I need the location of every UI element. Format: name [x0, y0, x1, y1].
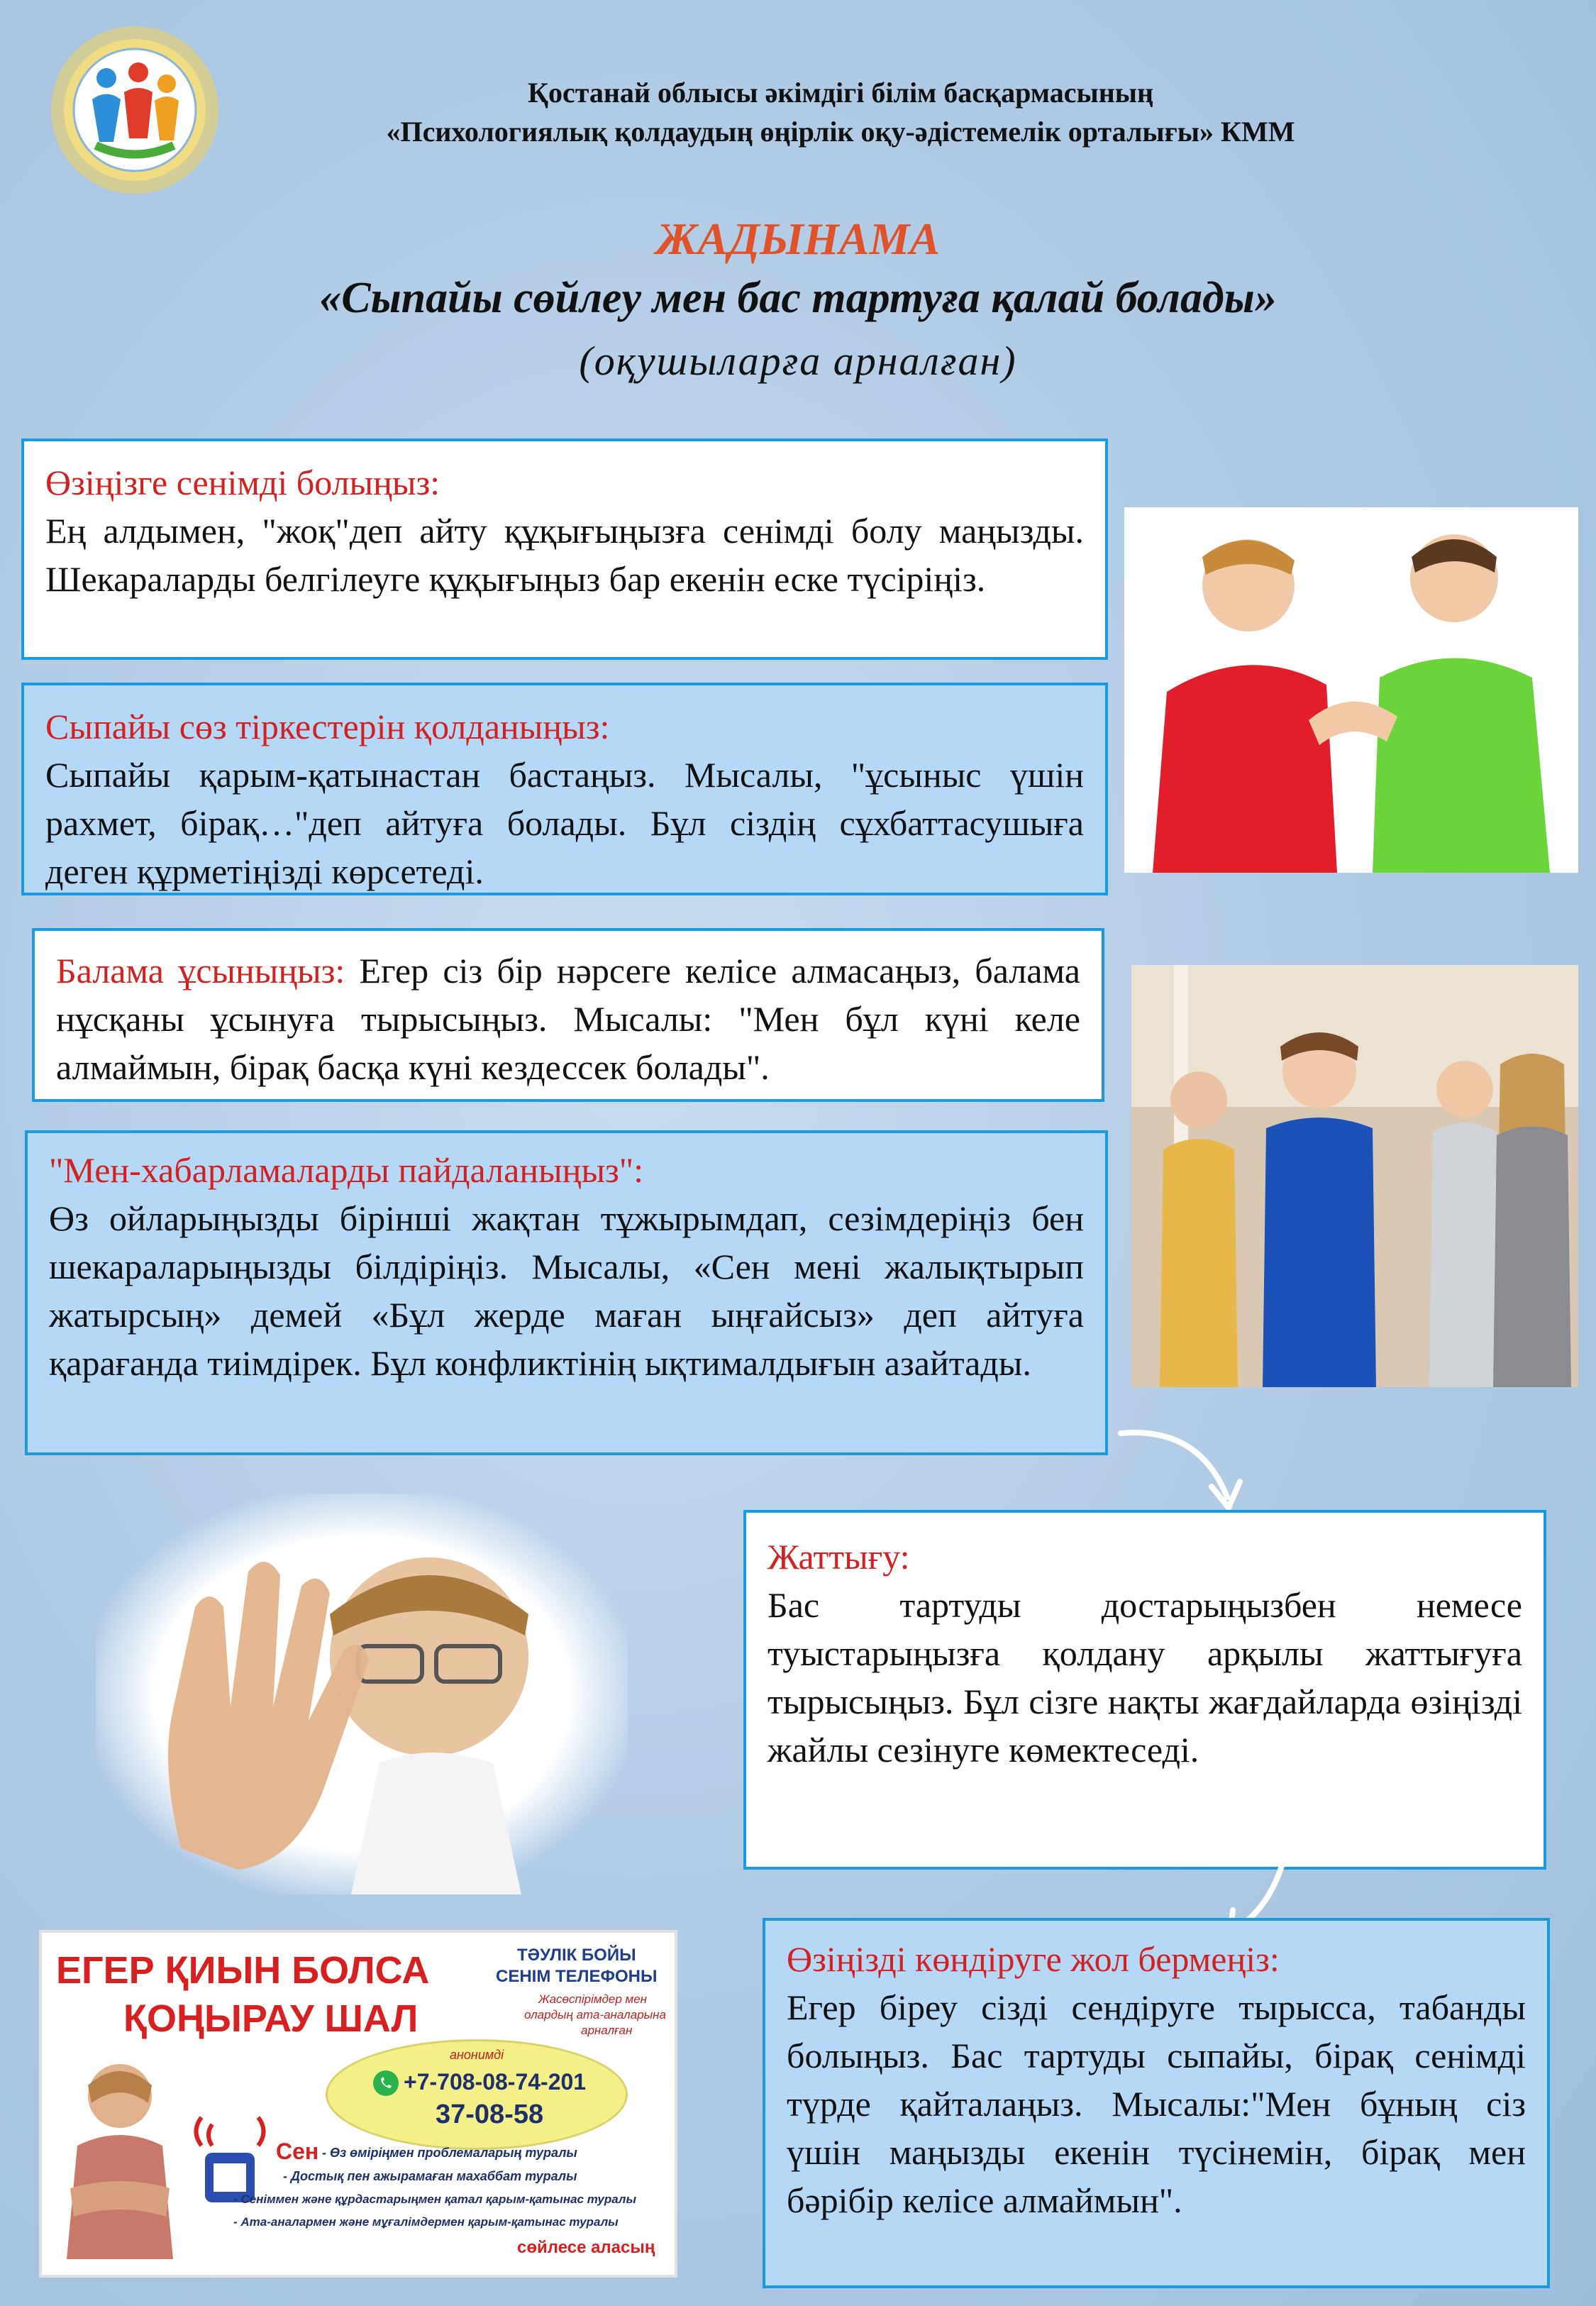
hotline-poster	[39, 1930, 677, 2278]
tip-heading: Жаттығу:	[767, 1537, 910, 1577]
poster-topic-2: - Достық пен ажырамаған махаббат туралы	[283, 2169, 577, 2183]
tip-block-confidence	[21, 438, 1108, 660]
poster-phone-city: 37-08-58	[436, 2100, 544, 2129]
org-header-line1: Қостанай облысы әкімдігі білім басқармасының	[527, 77, 1154, 109]
tip-block-i-messages	[25, 1130, 1108, 1455]
tip-text: Сыпайы қарым-қатынастан бастаңыз. Мысалы, "ұсыныс үшін рахмет, бірақ…"деп айтуға болады. Бұл сіздің сұхбаттасушыға деген құрметіңізді көрсетеді.	[45, 755, 1084, 891]
tip-heading: Балама ұсыныңыз:	[56, 951, 345, 991]
poster-topic-3: - Сеніммен және құрдастарыңмен қатал қарым-қатынас туралы	[233, 2192, 637, 2206]
poster-footer: сөйлесе аласың	[517, 2238, 655, 2257]
photo-kids-group	[1131, 965, 1578, 1387]
poster-topic-1: - Өз өміріңмен проблемаларың туралы	[322, 2146, 577, 2160]
photo-boys-handshake	[1124, 507, 1578, 873]
poster-you-label: Сен	[276, 2139, 319, 2164]
tip-text: Бас тартуды достарыңызбен немесе туыстарыңызға қолдану арқылы жаттығуға тырысыңыз. Бұл сізге нақты жағдайларда өзіңізді жайлы сезінуге көмектеседі.	[767, 1585, 1522, 1770]
poster-title-line1: ЕГЕР ҚИЫН БОЛСА	[56, 1949, 430, 1992]
tip-text: Егер сіз бір нәрсеге келісе алмасаңыз, балама нұсқаны ұсынуға тырысыңыз. Мысалы: "Мен бұл күні келе алмаймын, бірақ басқа күні кездессек болады".	[56, 951, 1080, 1087]
tip-heading: Өзіңізге сенімді болыңыз:	[45, 463, 440, 502]
photo-boy-stop-hand	[96, 1494, 628, 1894]
tip-text: Егер біреу сізді сендіруге тырысса, табанды болыңыз. Бас тартуды сыпайы, бірақ сенімді түрде қайталаңыз. Мысалы:"Мен бұның сіз үшін маңызды екенін түсінемін, бірақ мен бәрібір келісе алмаймын".	[787, 1987, 1526, 2220]
tip-block-polite-phrases	[21, 683, 1108, 895]
tip-block-practice	[743, 1510, 1546, 1870]
org-header-line2: «Психологиялық қолдаудың өңірлік оқу-әдістемелік орталығы» КММ	[386, 116, 1295, 148]
poster-note-line1: Жасөспірімдер мен	[538, 1992, 648, 2006]
memo-label: ЖАДЫНАМА	[655, 214, 941, 264]
whatsapp-icon	[372, 2069, 400, 2097]
tip-heading: "Мен-хабарламаларды пайдаланыңыз":	[49, 1150, 644, 1190]
poster-child-illustration	[49, 2046, 198, 2259]
poster-hotline-line1: ТӘУЛІК БОЙЫ	[517, 1946, 636, 1965]
tip-heading: Өзіңізді көндіруге жол бермеңіз:	[787, 1939, 1280, 1979]
page-title: «Сыпайы сөйлеу мен бас тартуға қалай болады»	[319, 274, 1277, 322]
tip-paragraph	[56, 947, 1080, 1091]
tip-block-alternative	[32, 928, 1104, 1102]
tip-heading: Сыпайы сөз тіркестерін қолданыңыз:	[45, 707, 610, 746]
poster-phone-mobile: +7-708-08-74-201	[404, 2069, 587, 2095]
poster-note-line2: олардың ата-аналарына	[524, 2008, 666, 2021]
poster-topic-4: - Ата-аналармен және мұғалімдермен қарым-қатынас туралы	[233, 2215, 619, 2229]
poster-note-line3: арналған	[581, 2024, 633, 2037]
poster-hotline-line2: СЕНІМ ТЕЛЕФОНЫ	[496, 1967, 658, 1986]
tip-text: Ең алдымен, "жоқ"деп айту құқығыңызға сенімді болу маңызды. Шекараларды белгілеуге құқығыңыз бар екенін еске түсіріңіз.	[45, 511, 1084, 599]
page-subtitle: (оқушыларға арналған)	[579, 338, 1017, 384]
tip-text: Өз ойларыңызды бірінші жақтан тұжырымдап, сезімдеріңіз бен шекараларыңызды білдіріңіз. Мысалы, «Сен мені жалықтырып жатырсың» демей «Бұл жерде маған ыңғайсыз» деп айтуға қарағанда тиімдірек. Бұл конфликтінің ықтималдығын азайтады.	[49, 1198, 1084, 1383]
tip-block-stay-firm	[763, 1918, 1550, 2288]
poster-anonymous-label: анонимді	[450, 2048, 504, 2062]
poster-title-line2: ҚОҢЫРАУ ШАЛ	[123, 1997, 419, 2040]
